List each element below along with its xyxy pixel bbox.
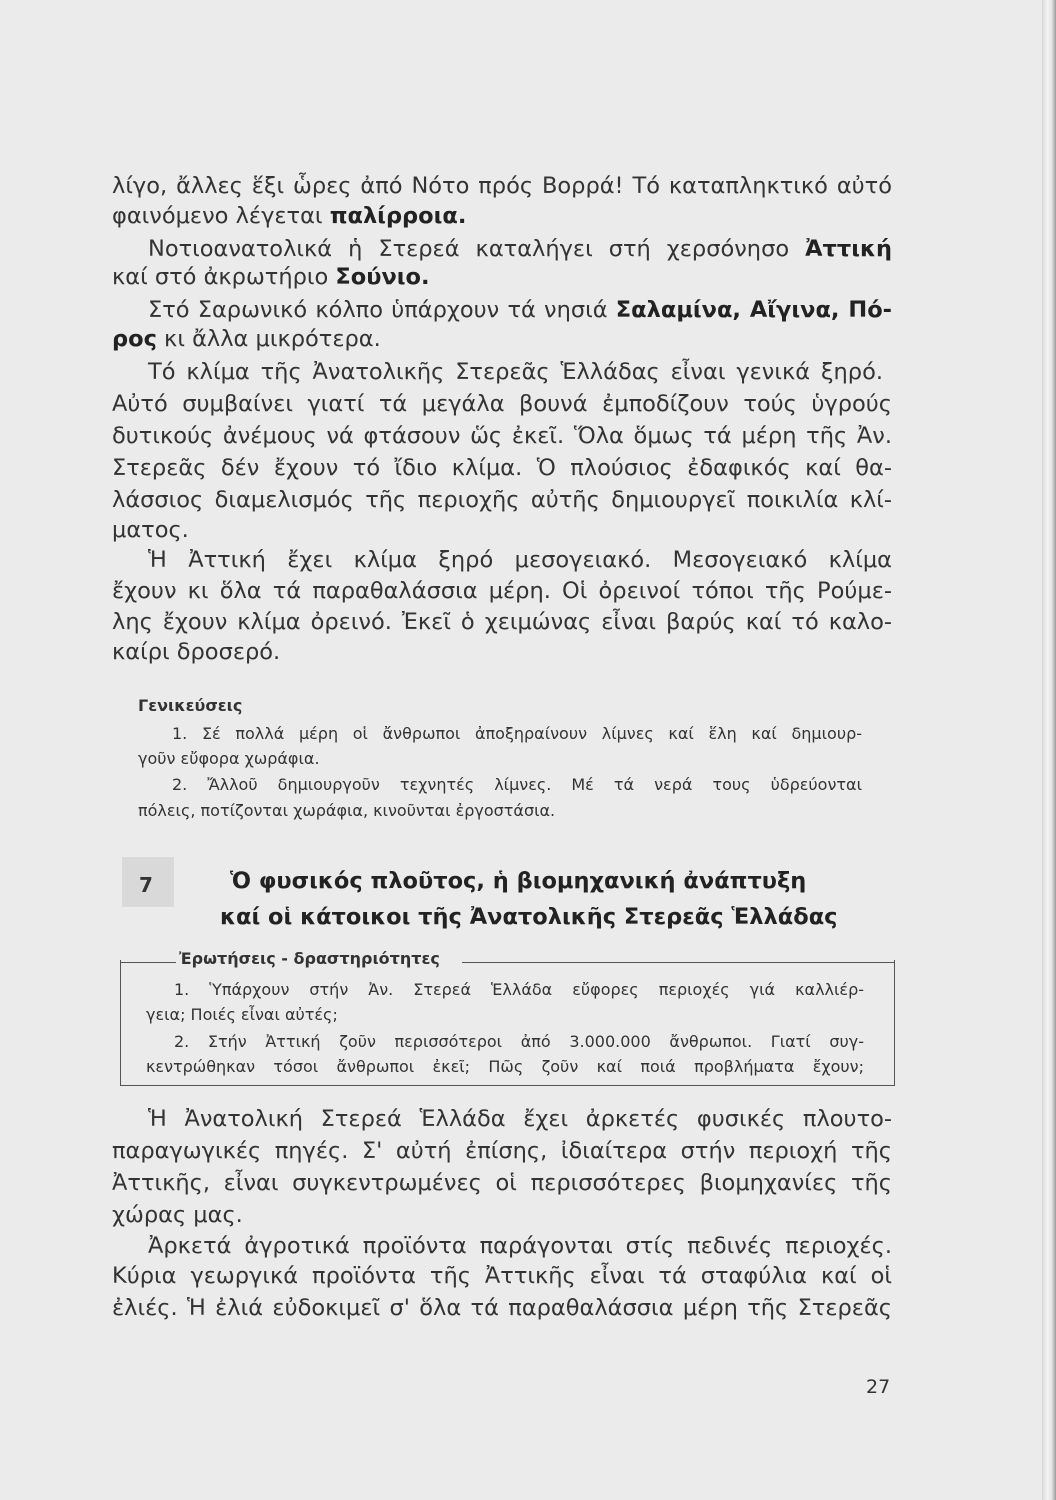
- text-line: λίγο, ἄλλες ἕξι ὧρες ἀπό Νότο πρός Βορρά! Τό καταπληκτικό αὐτό: [112, 173, 892, 199]
- chapter-title-line2: καί οἱ κάτοικοι τῆς Ἀνατολικῆς Στερεᾶς Ἑλλάδας: [220, 904, 838, 930]
- bold-term-islands: Σαλαμίνα, Αἴγινα, Πό-: [615, 297, 892, 323]
- bold-term-palirroia: παλίρροια.: [329, 203, 467, 229]
- text-line: Ἡ Ἀττική ἔχει κλίμα ξηρό μεσογειακό. Μεσογειακό κλίμα: [148, 547, 892, 573]
- text-line: Ἀττικῆς, εἶναι συγκεντρωμένες οἱ περισσότερες βιομηχανίες τῆς: [112, 1170, 892, 1196]
- text-line: λάσσιος διαμελισμός τῆς περιοχῆς αὐτῆς δημιουργεῖ ποικιλία κλί-: [112, 487, 892, 513]
- question-line: 1. Ὑπάρχουν στήν Ἀν. Στερεά Ἑλλάδα εὔφορες περιοχές γιά καλλιέρ-: [174, 980, 864, 999]
- text-span: κι ἄλλα μικρότερα.: [156, 326, 381, 352]
- page-edge: [1042, 0, 1056, 1500]
- text-line: Τό κλίμα τῆς Ἀνατολικῆς Στερεᾶς Ἑλλάδας εἶναι γενικά ξηρό.: [148, 359, 883, 385]
- text-span: Στό Σαρωνικό κόλπο ὑπάρχουν τά νησιά: [148, 297, 616, 323]
- chapter-number-box: [122, 857, 174, 907]
- text-line: λης ἔχουν κλίμα ὀρεινό. Ἐκεῖ ὁ χειμώνας εἶναι βαρύς καί τό καλο-: [112, 609, 892, 635]
- text-line: ἐλιές. Ἡ ἐλιά εὐδοκιμεῖ σ' ὅλα τά παραθαλάσσια μέρη τῆς Στερεᾶς: [112, 1295, 892, 1321]
- text-line: [112, 325, 892, 353]
- text-line: [112, 202, 892, 230]
- generalization-line: 2. Ἄλλοῦ δημιουργοῦν τεχνητές λίμνες. Μέ τά νερά τους ὑδρεύονται: [172, 775, 862, 794]
- text-line: καίρι δροσερό.: [112, 639, 281, 665]
- text-line: [148, 235, 892, 263]
- text-span: καί στό ἀκρωτήριο: [112, 264, 336, 290]
- chapter-number: 7: [139, 873, 153, 897]
- text-line: [112, 263, 892, 291]
- page-number: 27: [866, 1376, 891, 1398]
- generalization-line: πόλεις, ποτίζονται χωράφια, κινοῦνται ἐργοστάσια.: [138, 801, 556, 820]
- bold-term-poros: ρος: [112, 326, 157, 352]
- text-line: Κύρια γεωργικά προϊόντα τῆς Ἀττικῆς εἶναι τά σταφύλια καί οἱ: [112, 1263, 892, 1289]
- text-line: ἔχουν κι ὅλα τά παραθαλάσσια μέρη. Οἱ ὀρεινοί τόποι τῆς Ρούμε-: [112, 578, 892, 604]
- questions-title: Ἐρωτήσεις - δραστηριότητες: [176, 949, 443, 968]
- text-line: παραγωγικές πηγές. Σ' αὐτή ἐπίσης, ἰδιαίτερα στήν περιοχή τῆς: [112, 1138, 892, 1164]
- text-line: Στερεᾶς δέν ἔχουν τό ἴδιο κλίμα. Ὁ πλούσιος ἐδαφικός καί θα-: [112, 455, 892, 481]
- question-line: κεντρώθηκαν τόσοι ἄνθρωποι ἐκεῖ; Πῶς ζοῦν καί ποιά προβλήματα ἔχουν;: [146, 1057, 864, 1076]
- question-line: γεια; Ποιές εἶναι αὐτές;: [146, 1005, 338, 1024]
- bold-term-sounio: Σούνιο.: [335, 264, 430, 290]
- text-line: δυτικούς ἀνέμους νά φτάσουν ὥς ἐκεῖ. Ὅλα ὅμως τά μέρη τῆς Ἀν.: [112, 423, 892, 449]
- text-line: [148, 296, 892, 324]
- text-line: Αὐτό συμβαίνει γιατί τά μεγάλα βουνά ἐμποδίζουν τούς ὑγρούς: [112, 391, 892, 417]
- generalization-line: γοῦν εὔφορα χωράφια.: [138, 749, 320, 768]
- generalizations-title: Γενικεύσεις: [138, 696, 243, 715]
- text-line: χώρας μας.: [112, 1202, 243, 1228]
- text-span: Νοτιοανατολικά ἡ Στερεά καταλήγει στή χερσόνησο: [148, 236, 806, 262]
- text-line: ματος.: [112, 517, 189, 543]
- text-span: φαινόμενο λέγεται: [112, 203, 330, 229]
- text-line: Ἀρκετά ἀγροτικά προϊόντα παράγονται στίς πεδινές περιοχές.: [148, 1233, 892, 1259]
- bold-term-attiki: Ἀττική: [805, 236, 892, 262]
- generalization-line: 1. Σέ πολλά μέρη οἱ ἄνθρωποι ἀποξηραίνουν λίμνες καί ἕλη καί δημιουρ-: [172, 724, 862, 743]
- question-line: 2. Στήν Ἀττική ζοῦν περισσότεροι ἀπό 3.000.000 ἄνθρωποι. Γιατί συγ-: [174, 1032, 864, 1051]
- chapter-title-line1: Ὁ φυσικός πλοῦτος, ἡ βιομηχανική ἀνάπτυξη: [230, 868, 807, 894]
- text-line: Ἡ Ἀνατολική Στερεά Ἑλλάδα ἔχει ἀρκετές φυσικές πλουτο-: [148, 1106, 892, 1132]
